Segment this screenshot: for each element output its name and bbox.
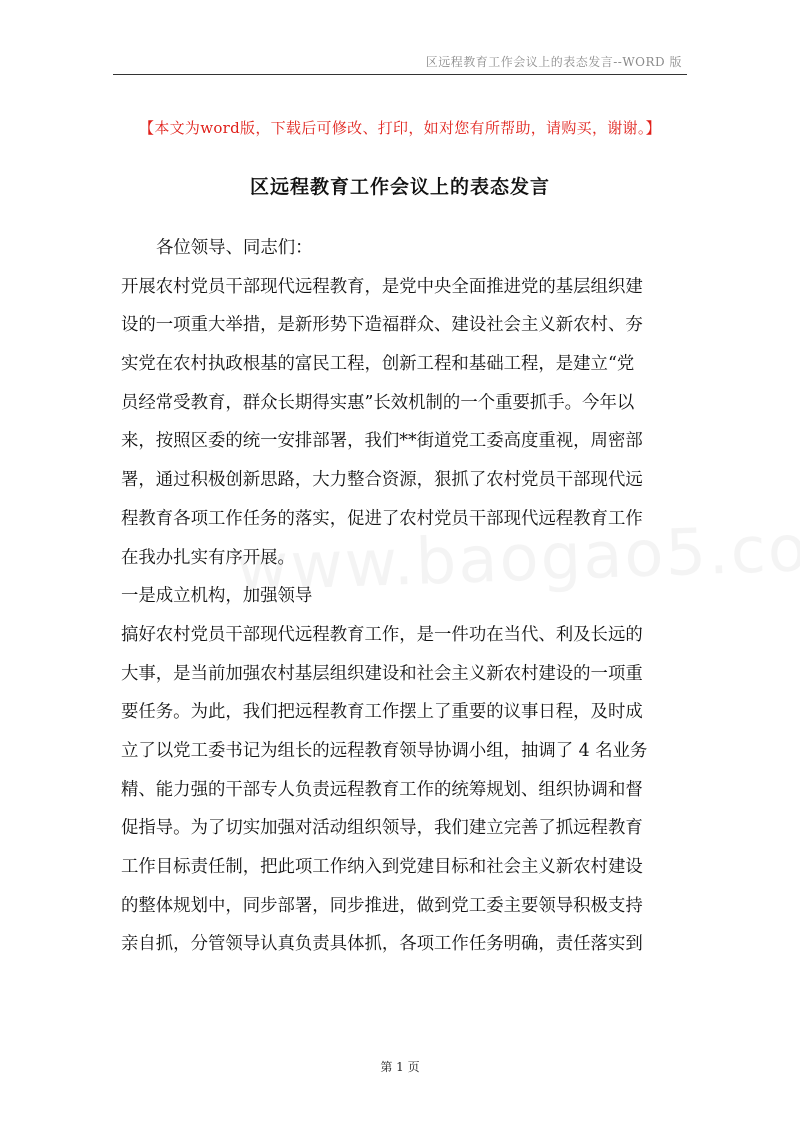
body-line: 亲自抓，分管领导认真负责具体抓，各项工作任务明确，责任落实到: [121, 934, 643, 955]
running-header: 区远程教育工作会议上的表态发言--WORD 版: [425, 55, 682, 69]
body-line: 程教育各项工作任务的落实，促进了农村党员干部现代远程教育工作: [121, 508, 643, 529]
header-divider: [113, 74, 687, 75]
body-line: 在我办扎实有序开展。: [121, 547, 295, 568]
body-line: 实党在农村执政根基的富民工程，创新工程和基础工程，是建立“党: [121, 354, 635, 375]
body-line: 员经常受教育，群众长期得实惠”长效机制的一个重要抓手。今年以: [121, 392, 635, 413]
section-heading: 一是成立机构，加强领导: [121, 586, 313, 607]
download-notice: 【本文为word版，下载后可修改、打印，如对您有所帮助，请购买，谢谢。】: [139, 119, 661, 137]
document-body: [121, 229, 683, 964]
salutation: 各位领导、同志们：: [156, 238, 313, 258]
body-line: 设的一项重大举措，是新形势下造福群众、建设社会主义新农村、夯: [121, 315, 643, 336]
body-line: 精、能力强的干部专人负责远程教育工作的统筹规划、组织协调和督: [121, 779, 643, 800]
page-number: 第 1 页: [380, 1060, 420, 1074]
document-title: 区远程教育工作会议上的表态发言: [249, 176, 550, 198]
body-line: 署，通过积极创新思路，大力整合资源，狠抓了农村党员干部现代远: [121, 470, 643, 491]
body-line: 工作目标责任制，把此项工作纳入到党建目标和社会主义新农村建设: [121, 857, 643, 877]
body-line: 要任务。为此，我们把远程教育工作摆上了重要的议事日程，及时成: [121, 702, 643, 723]
body-line: 立了以党工委书记为组长的远程教育领导协调小组，抽调了 4 名业务: [121, 740, 648, 761]
body-line: 促指导。为了切实加强对活动组织领导，我们建立完善了抓远程教育: [121, 818, 643, 839]
body-line: 的整体规划中，同步部署，同步推进，做到党工委主要领导积极支持: [121, 895, 643, 916]
body-line: 大事，是当前加强农村基层组织建设和社会主义新农村建设的一项重: [121, 663, 643, 684]
body-line: 开展农村党员干部现代远程教育，是党中央全面推进党的基层组织建: [121, 276, 643, 297]
body-line: 来，按照区委的统一安排部署，我们**街道党工委高度重视，周密部: [121, 431, 643, 452]
body-line: 搞好农村党员干部现代远程教育工作，是一件功在当代、利及长远的: [121, 624, 643, 645]
